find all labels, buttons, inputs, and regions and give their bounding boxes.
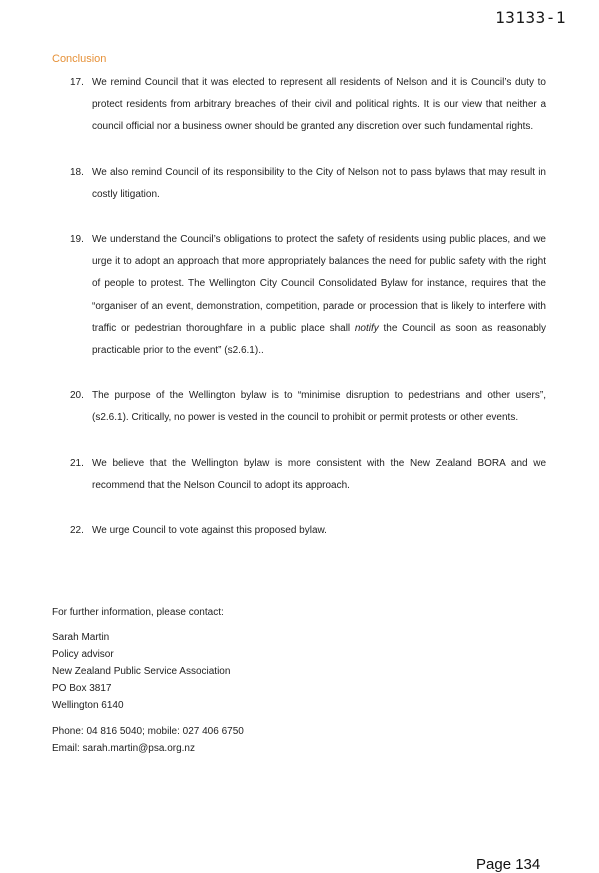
item-text-part: We understand the Council’s obligations to protect the safety of residents using public places, and we urge it to adopt an approach that more appropriately balances the need for public safety with the right of people to protest. The Wellington City Council Consolidated Bylaw for instance, requires that the “organiser of an event, demonstration, competition, parade or procession that is likely to interfere with traffic or pedestrian thoroughfare in a public place shall bbox=[92, 234, 546, 334]
item-number: 19. bbox=[70, 234, 84, 246]
contact-city: Wellington 6140 bbox=[52, 700, 124, 711]
section-heading: Conclusion bbox=[52, 53, 107, 65]
item-number: 22. bbox=[70, 525, 84, 537]
item-text: We also remind Council of its responsibility to the City of Nelson not to pass bylaws that may result in costly litigation. bbox=[92, 166, 546, 200]
item-text: The purpose of the Wellington bylaw is to “minimise disruption to pedestrians and other users”, (s2.6.1). Critically, no power is vested in the council to prohibit or permit protests or other events. bbox=[92, 390, 546, 424]
item-text: We urge Council to vote against this proposed bylaw. bbox=[92, 525, 327, 537]
item-number: 18. bbox=[70, 166, 84, 178]
contact-phone: Phone: 04 816 5040; mobile: 027 406 6750 bbox=[52, 726, 244, 737]
emphasized-word: notify bbox=[354, 322, 379, 334]
contact-name: Sarah Martin bbox=[52, 632, 110, 643]
item-text: We remind Council that it was elected to represent all residents of Nelson and it is Council’s duty to protect residents from arbitrary breaches of their civil and political rights. It is our view that neither a council official nor a business owner should be granted any discretion over such fundamental rights. bbox=[92, 77, 546, 133]
item-number: 20. bbox=[70, 390, 84, 402]
item-text-part: the Council as soon as reasonably practicable prior to the event” (s2.6.1).. bbox=[92, 322, 546, 357]
contact-role: Policy advisor bbox=[52, 649, 114, 660]
item-text bbox=[92, 229, 546, 362]
contact-intro: For further information, please contact: bbox=[52, 607, 224, 618]
list-item bbox=[52, 72, 546, 139]
contact-block bbox=[52, 604, 244, 757]
page-number: Page 134 bbox=[476, 856, 541, 873]
numbered-list bbox=[52, 72, 546, 565]
document-id: 13133-1 bbox=[495, 8, 566, 27]
contact-email: Email: sarah.martin@psa.org.nz bbox=[52, 743, 195, 754]
list-item bbox=[52, 453, 546, 497]
list-item bbox=[52, 520, 546, 542]
list-item bbox=[52, 229, 546, 362]
contact-organisation: New Zealand Public Service Association bbox=[52, 666, 231, 677]
list-item bbox=[52, 385, 546, 429]
contact-po-box: PO Box 3817 bbox=[52, 683, 112, 694]
item-number: 21. bbox=[70, 457, 84, 469]
list-item bbox=[52, 162, 546, 206]
item-number: 17. bbox=[70, 77, 84, 88]
item-text: We believe that the Wellington bylaw is more consistent with the New Zealand BORA and we recommend that the Nelson Council to adopt its approach. bbox=[92, 457, 546, 491]
